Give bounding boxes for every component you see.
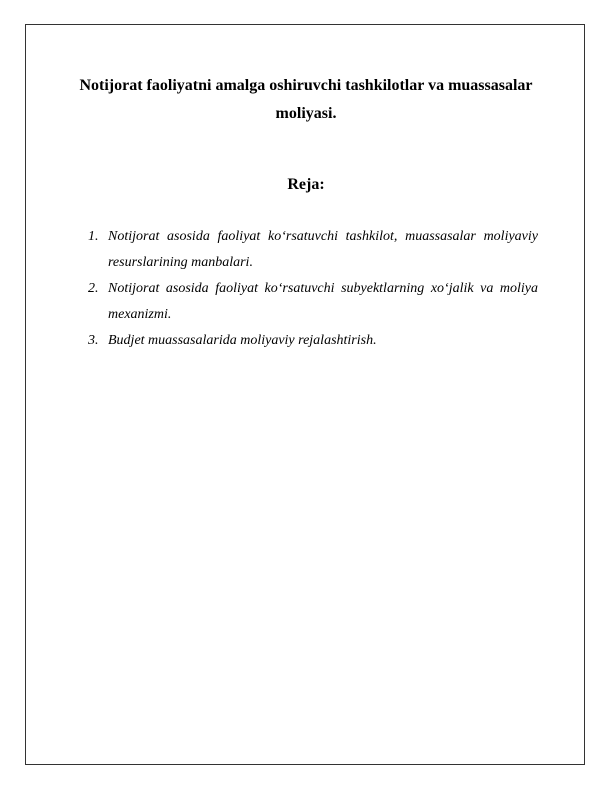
plan-item-number: 3. — [88, 333, 99, 348]
plan-item-number: 2. — [88, 281, 99, 296]
plan-item-text: Notijorat asosida faoliyat ko‘rsatuvchi tashkilot, muassasalar moliyaviy resurslarining manbalari. — [108, 229, 538, 270]
plan-heading: Reja: — [287, 176, 325, 193]
document-title: Notijorat faoliyatni amalga oshiruvchi tashkilotlar va muassasalar moliyasi. — [79, 77, 533, 122]
plan-item-3 — [88, 328, 538, 354]
plan-list — [88, 224, 538, 354]
plan-item-2 — [88, 276, 538, 328]
plan-item-text: Notijorat asosida faoliyat ko‘rsatuvchi subyektlarning xo‘jalik va moliya mexanizmi. — [108, 281, 538, 322]
plan-item-number: 1. — [88, 229, 99, 244]
plan-item-text: Budjet muassasalarida moliyaviy rejalashtirish. — [108, 333, 377, 348]
page-border — [25, 24, 585, 765]
plan-item-1 — [88, 224, 538, 276]
